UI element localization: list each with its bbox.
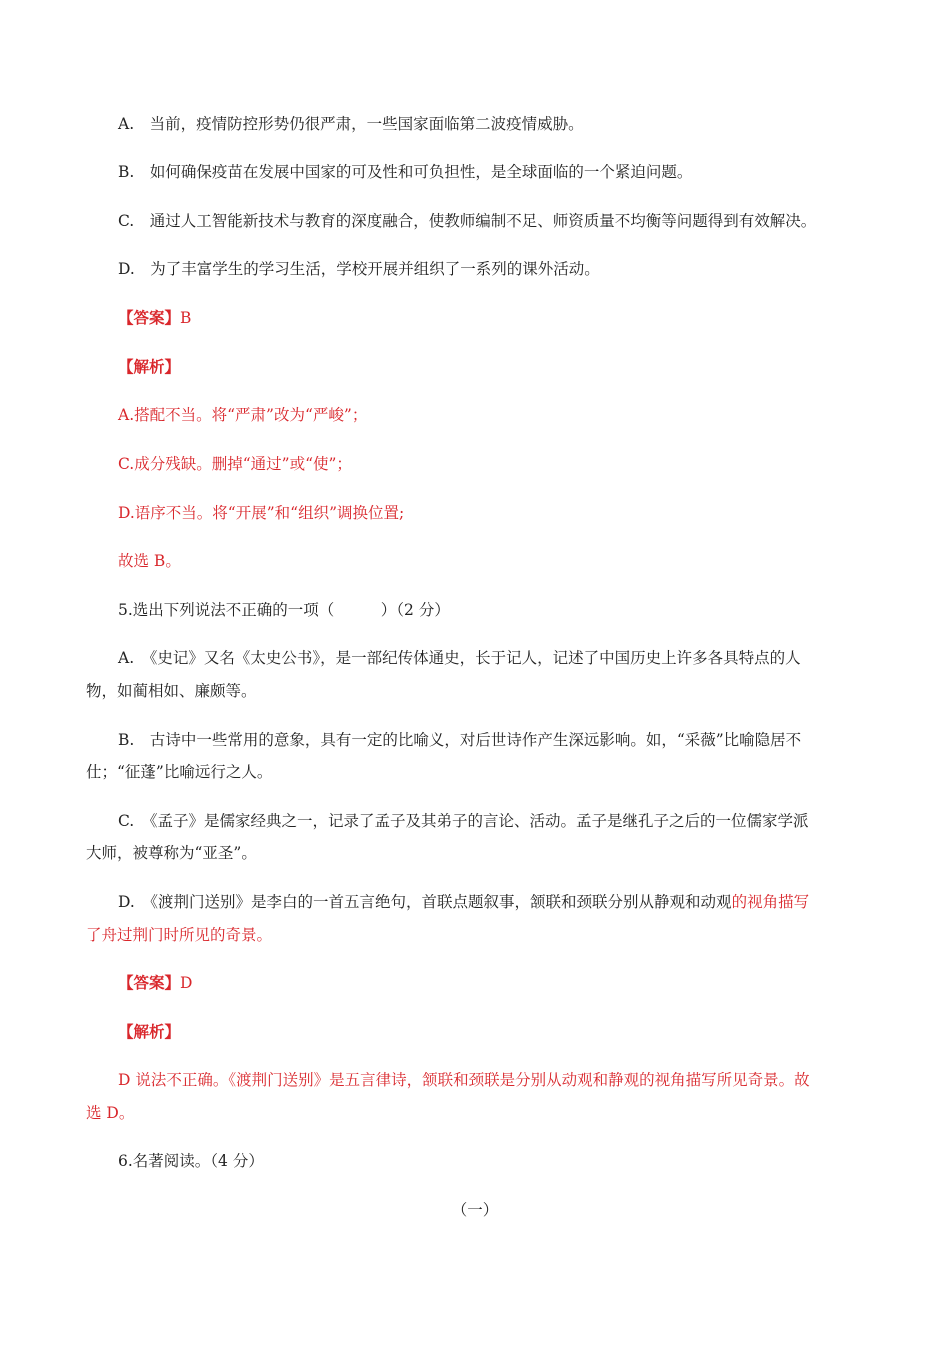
q5-option-c-cont: 大师，被尊称为“亚圣”。: [86, 844, 257, 862]
q5-option-d-highlight: 的视角描写: [731, 893, 810, 911]
q4-option-a: A. 当前，疫情防控形势仍很严肃，一些国家面临第二波疫情威胁。: [118, 115, 584, 133]
q5-stem: 5.选出下列说法不正确的一项（ ）（2 分）: [118, 601, 450, 619]
q5-option-a: A. 《史记》又名《太史公书》，是一部纪传体通史，长于记人，记述了中国历史上许多各具特点的人: [118, 649, 801, 667]
answer-value: D: [180, 974, 193, 992]
q6-stem: 6.名著阅读。（4 分）: [118, 1152, 264, 1170]
q4-answer: [118, 307, 191, 329]
q5-option-c: C. 《孟子》是儒家经典之一，记录了孟子及其弟子的言论、活动。孟子是继孔子之后的一位儒家学派: [118, 812, 809, 830]
q4-option-c: C. 通过人工智能新技术与教育的深度融合，使教师编制不足、师资质量不均衡等问题得到有效解决。: [118, 212, 817, 230]
q5-analysis-line: D 说法不正确。《渡荆门送别》是五言律诗，颔联和颈联是分别从动观和静观的视角描写所见奇景。故: [118, 1071, 810, 1089]
q5-analysis-line-cont: 选 D。: [86, 1104, 135, 1122]
q5-option-b: B. 古诗中一些常用的意象，具有一定的比喻义，对后世诗作产生深远影响。如，“采薇”比喻隐居不: [118, 731, 802, 749]
q4-option-b: B. 如何确保疫苗在发展中国家的可及性和可负担性，是全球面临的一个紧迫问题。: [118, 163, 693, 181]
q4-analysis-line: D.语序不当。将“开展”和“组织”调换位置;: [118, 504, 405, 522]
section-marker: （一）: [451, 1201, 499, 1219]
q5-answer: [118, 972, 192, 994]
q4-analysis-line: A.搭配不当。将“严肃”改为“严峻”；: [118, 406, 368, 424]
q5-analysis-label: 【解析】: [118, 1022, 181, 1041]
q5-option-d-cont: 了舟过荆门时所见的奇景。: [86, 926, 273, 944]
q5-option-d-text: D. 《渡荆门送别》是李白的一首五言绝句，首联点题叙事，颔联和颈联分别从静观和动观: [118, 893, 732, 911]
answer-value: B: [180, 309, 192, 327]
q4-option-d: D. 为了丰富学生的学习生活，学校开展并组织了一系列的课外活动。: [118, 260, 600, 278]
q4-analysis-label: 【解析】: [118, 357, 181, 376]
q5-option-a-cont: 物，如蔺相如、廉颇等。: [86, 682, 257, 700]
q5-option-b-cont: 仕；“征蓬”比喻远行之人。: [86, 763, 273, 781]
answer-label: 【答案】: [118, 308, 181, 327]
q4-analysis-line: C.成分残缺。删掉“通过”或“使”；: [118, 455, 352, 473]
answer-label: 【答案】: [118, 973, 181, 992]
q5-option-d: [118, 891, 809, 913]
q4-analysis-line: 故选 B。: [118, 552, 181, 570]
